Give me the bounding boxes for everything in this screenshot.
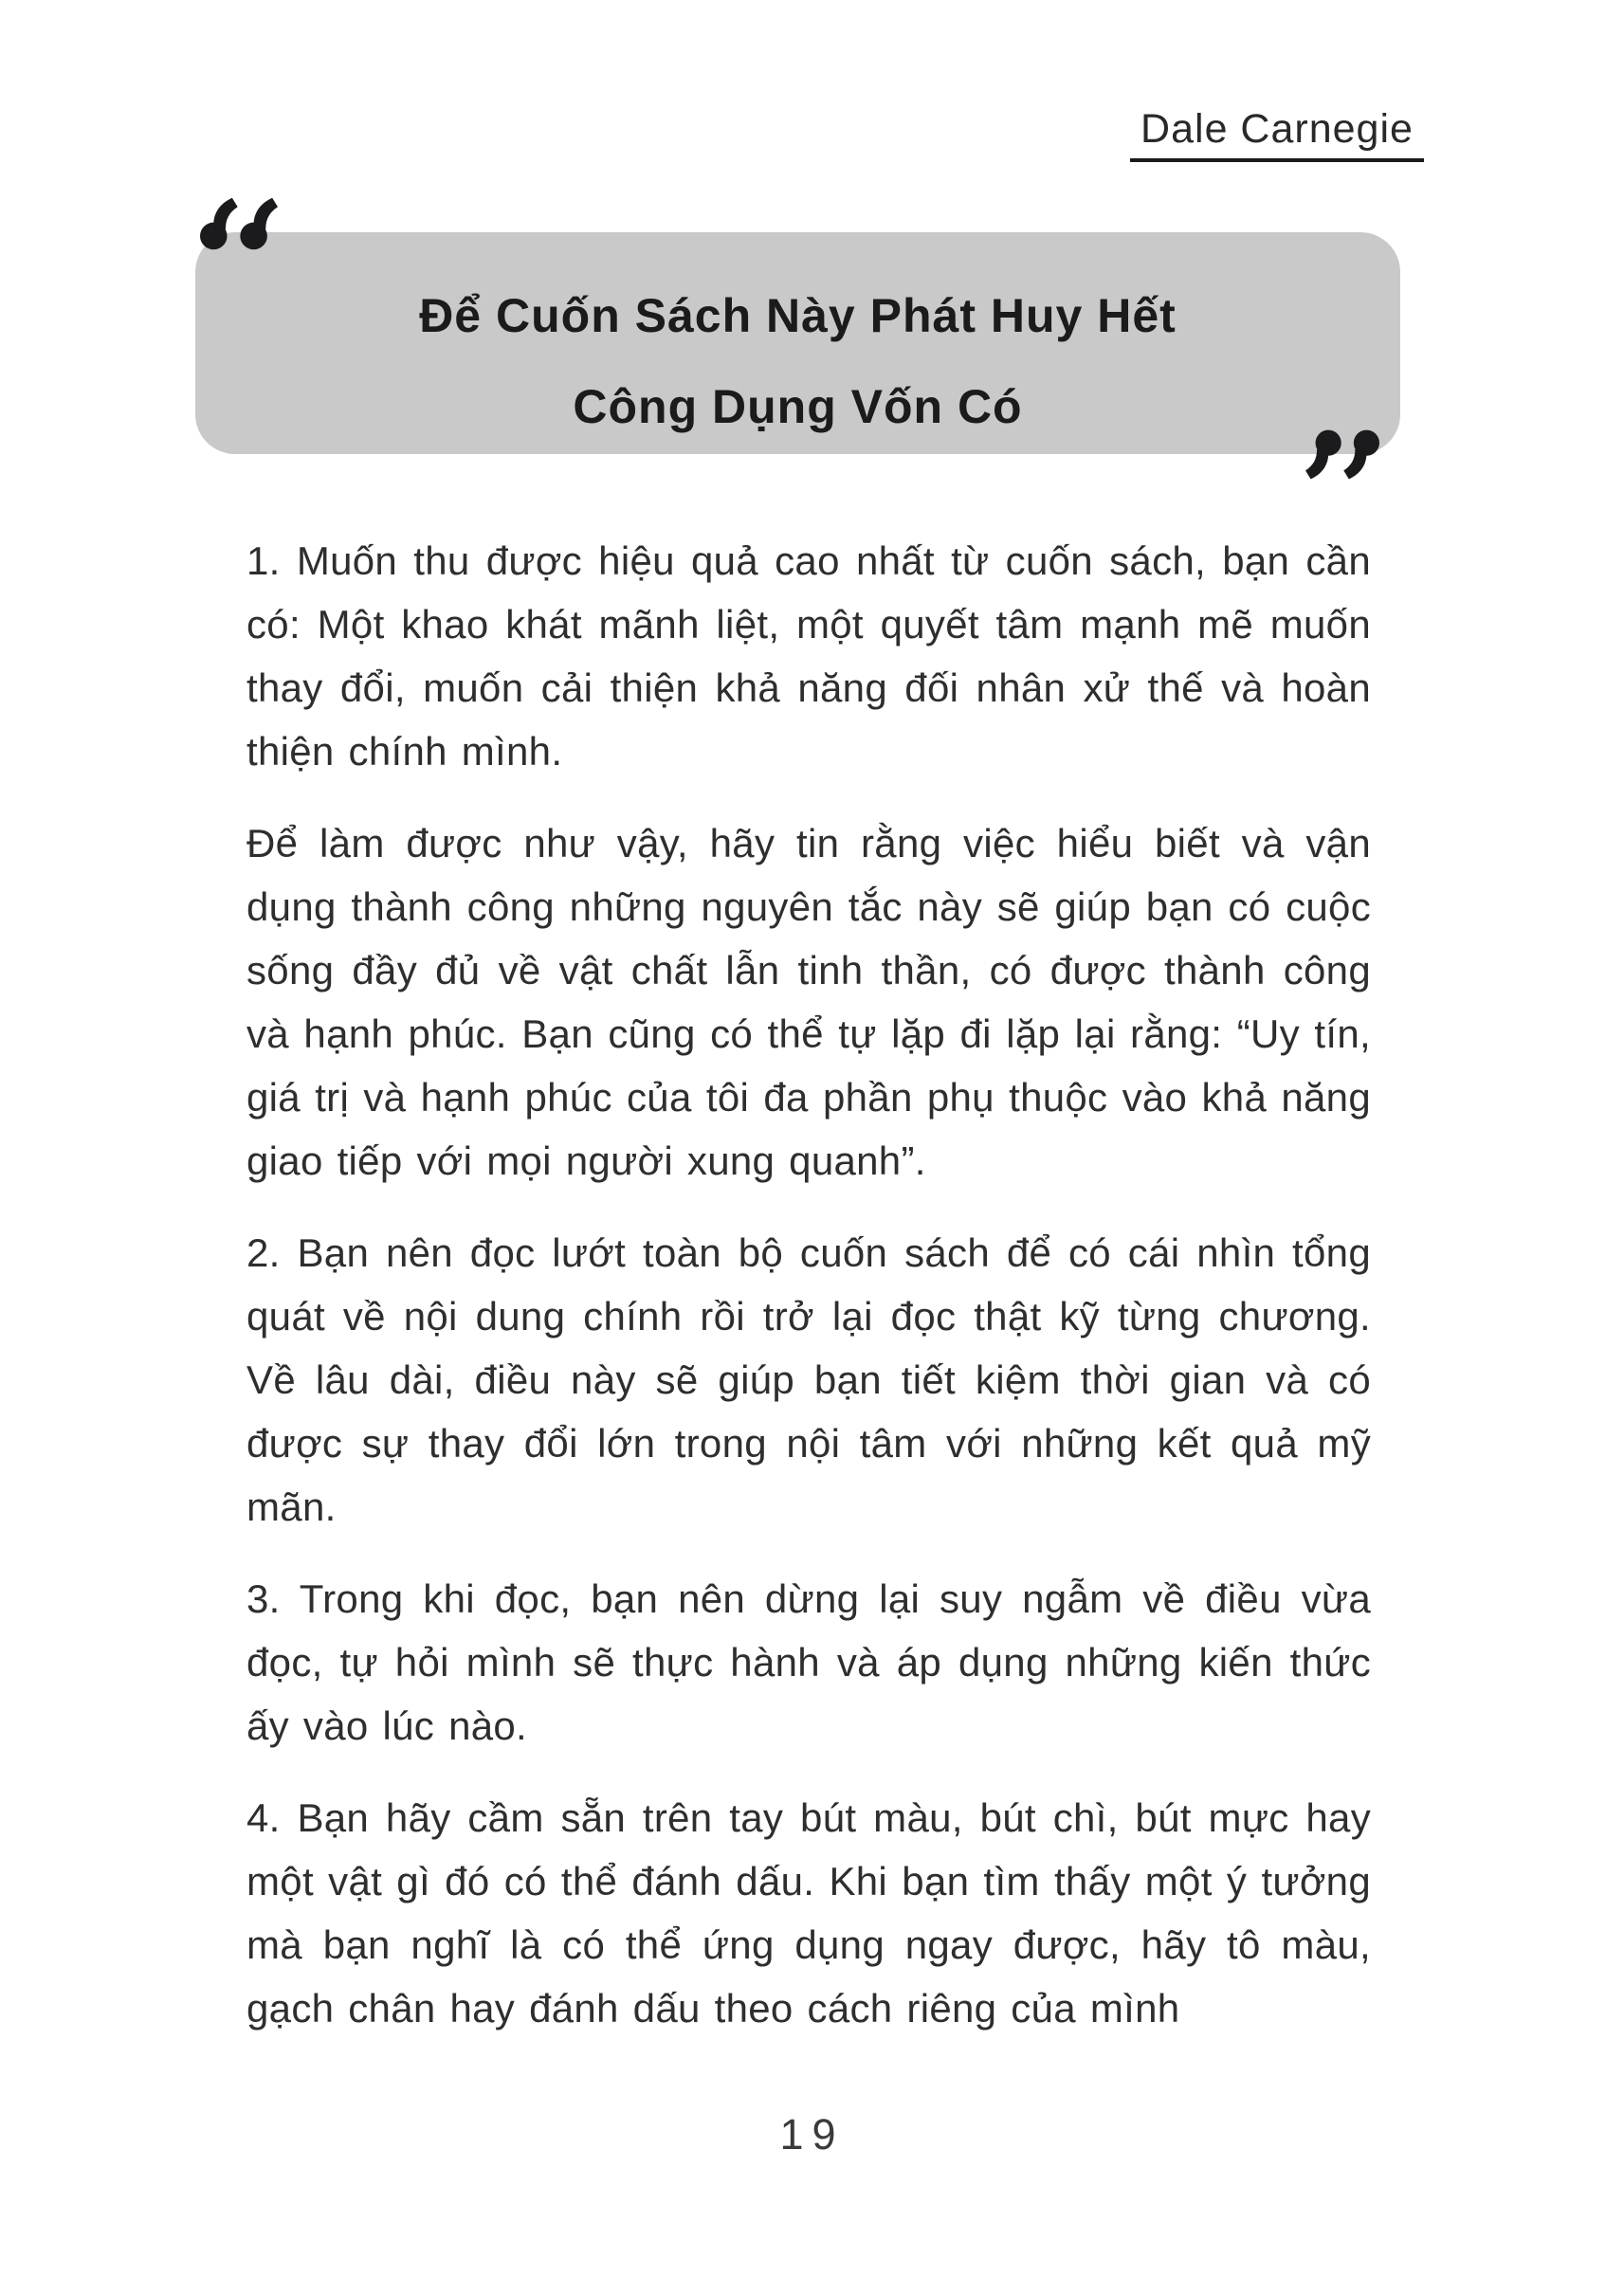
body-paragraph: 1. Muốn thu được hiệu quả cao nhất từ cuốn sách, bạn cần có: Một khao khát mãnh liệt, một quyết tâm mạnh mẽ muốn thay đổi, muốn cải thiện khả năng đối nhân xử thế và hoàn thiện chính mình.: [246, 538, 1371, 774]
author-underline-rule: [1130, 158, 1424, 162]
chapter-title-line-2: Công Dụng Vốn Có: [573, 380, 1023, 433]
author-name: Dale Carnegie: [1140, 106, 1414, 152]
chapter-title: [195, 270, 1400, 452]
body-paragraph: 3. Trong khi đọc, bạn nên dừng lại suy ngẫm về điều vừa đọc, tự hỏi mình sẽ thực hành và áp dụng những kiến thức ấy vào lúc nào.: [246, 1576, 1371, 1748]
chapter-title-box: [195, 232, 1400, 454]
body-paragraph: 4. Bạn hãy cầm sẵn trên tay bút màu, bút chì, bút mực hay một vật gì đó có thể đánh dấu. Khi bạn tìm thấy một ý tưởng mà bạn nghĩ là có thể ứng dụng ngay được, hãy tô màu, gạch chân hay đánh dấu theo cách riêng của mình: [246, 1795, 1371, 2031]
chapter-title-line-1: Để Cuốn Sách Này Phát Huy Hết: [419, 289, 1177, 342]
body-paragraph: Để làm được như vậy, hãy tin rằng việc hiểu biết và vận dụng thành công những nguyên tắc này sẽ giúp bạn có cuộc sống đầy đủ về vật chất lẫn tinh thần, có được thành công và hạnh phúc. Bạn cũng có thể tự lặp đi lặp lại rằng: “Uy tín, giá trị và hạnh phúc của tôi đa phần phụ thuộc vào khả năng giao tiếp với mọi người xung quanh”.: [246, 821, 1371, 1183]
running-head: [1130, 106, 1424, 162]
body-paragraph: 2. Bạn nên đọc lướt toàn bộ cuốn sách để có cái nhìn tổng quát về nội dung chính rồi trở lại đọc thật kỹ từng chương. Về lâu dài, điều này sẽ giúp bạn tiết kiệm thời gian và có được sự thay đổi lớn trong nội tâm với những kết quả mỹ mãn.: [246, 1230, 1371, 1529]
body-text: [246, 529, 1371, 2068]
close-quote-icon: [1305, 429, 1379, 480]
page-number: 19: [779, 2110, 845, 2158]
open-quote-icon: [200, 197, 278, 250]
